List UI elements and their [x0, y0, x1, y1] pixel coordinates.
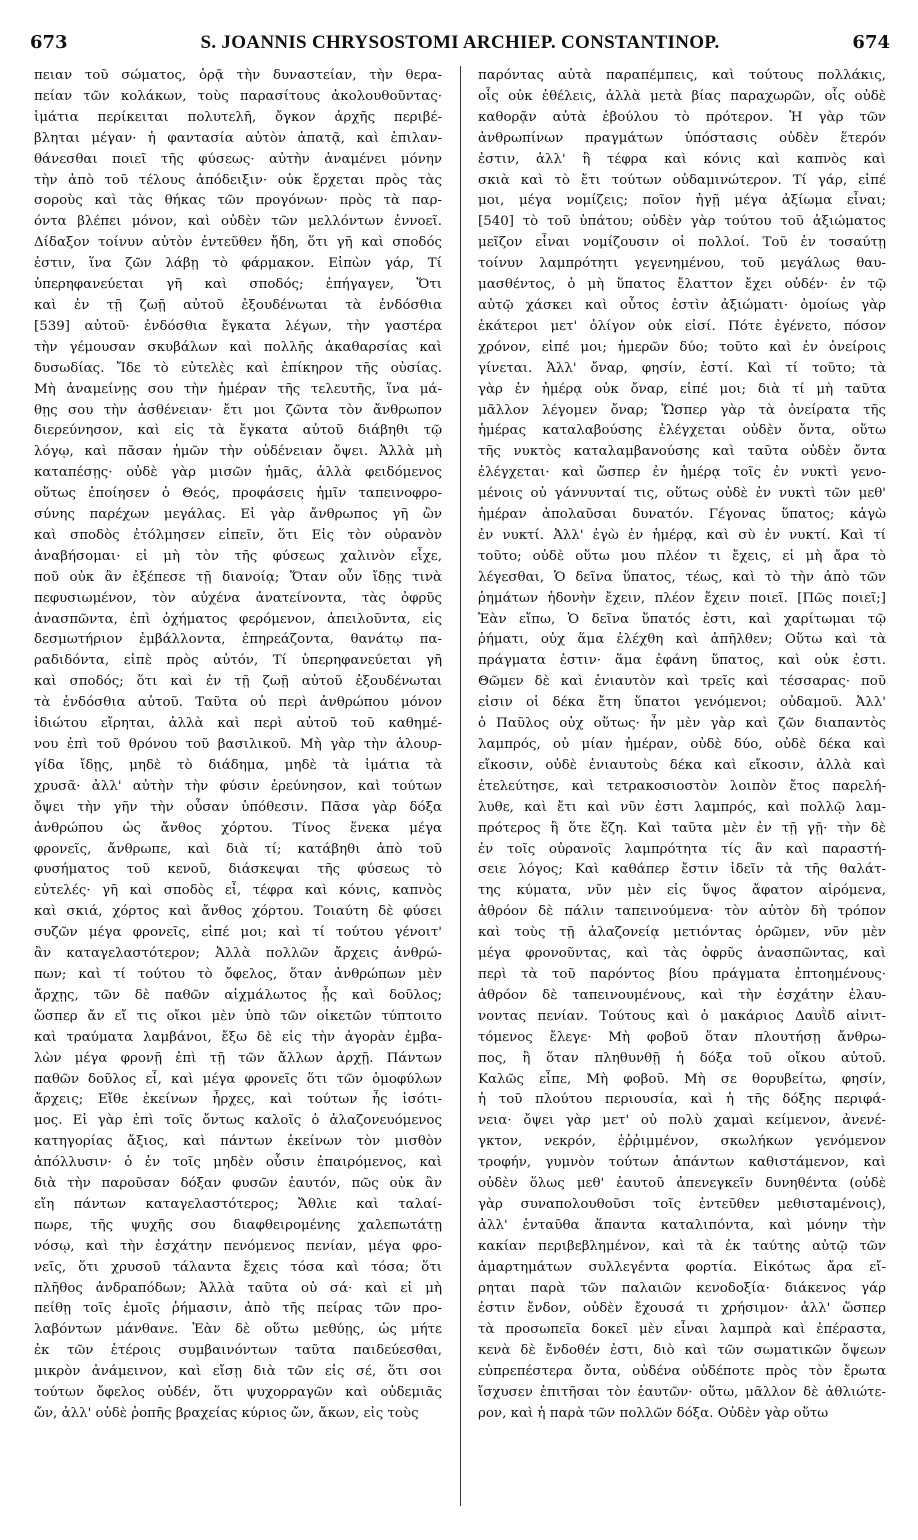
text-line: ἐστιν, ἀλλ' ἢ τέφρα καὶ κόνις καὶ καπνὸς καὶ	[478, 151, 886, 167]
page-header	[30, 28, 890, 56]
text-line: λὼν μέγα φρονῇ ἐπὶ τῇ τῶν ἄλλων ἀρχῇ. Πάντων	[34, 1050, 442, 1066]
text-line: καθορᾷν αὐτὰ ἐβούλου τὸ πρότερον. Ἡ γὰρ τῶν	[478, 109, 886, 125]
text-line: πεφυσιωμένον, τὸν αὐχένα ἀνατείνοντα, τὰς ὀφρῦς	[34, 590, 442, 606]
text-line: ἐστιν, ἵνα ζῶν λάβῃ τὸ φάρμακον. Εἰπὼν γάρ, Τί	[34, 256, 442, 272]
text-line: εἴκοσιν, οὐδὲ ἐνιαυτοὺς δέκα καὶ εἴκοσιν, ἀλλὰ καὶ	[478, 757, 886, 773]
text-line: κενὰ δὲ ἔνδοθέν ἐστι, διὸ καὶ τῶν σωματικῶν ὄψεων	[478, 1343, 886, 1359]
text-line: γίνεται. Ἀλλ' ὄναρ, φησίν, ἐστί. Καὶ τί τοῦτο; τὰ	[478, 360, 886, 376]
text-line: σειε λόγος; Καὶ καθάπερ ἔστιν ἰδεῖν τὰ τῆς θαλάτ-	[478, 862, 886, 878]
text-line: εὐτελές· γῆ καὶ σποδὸς εἶ, τέφρα καὶ κόνις, καπνὸς	[34, 883, 442, 899]
text-line: λόγῳ, καὶ πᾶσαν ἡμῶν τὴν οὐδένειαν ὄψει. Ἀλλὰ μὴ	[34, 444, 442, 460]
text-line: συζῶν μέγα φρονεῖς, εἰπέ μοι; καὶ τί τούτου γένοιτ'	[34, 925, 442, 941]
text-line: [539] αὐτοῦ· ἐνδόσθια ἔγκατα λέγων, τὴν γαστέρα	[34, 318, 442, 334]
text-line: ἀνασπῶντα, ἐπὶ ὀχήματος φερόμενον, ἀπειλοῦντα, εἰς	[34, 611, 442, 627]
text-line: καὶ σποδός; ὅτι καὶ ἐν τῇ ζωῇ αὐτοῦ ἐξουδένωται	[34, 674, 442, 690]
text-line: ὑπερηφανεύεται γῆ καὶ σποδός; ἐπήγαγεν, Ὅτι	[34, 277, 442, 293]
text-line: Δίδαξον τοίνυν αὐτὸν ἐντεῦθεν ἤδη, ὅτι γῆ καὶ σποδός	[34, 235, 442, 251]
text-line: νεῖς, ὅτι χρυσοῦ τάλαντα ἔχεις τόσα καὶ τόσα; ὅτι	[34, 1259, 442, 1275]
text-line: πωρε, τῆς ψυχῆς σου διαφθειρομένης χαλεπωτάτῃ	[34, 1217, 442, 1233]
text-line: νόσῳ, καὶ τὴν ἐσχάτην πενόμενος πενίαν, μέγα φρο-	[34, 1238, 442, 1254]
text-line: νοντας πενίαν. Τούτους καὶ ὁ μακάριος Δαυῒδ αἰνιτ-	[478, 1008, 886, 1024]
text-line: μεῖζον εἶναι νομίζουσιν οἱ πολλοί. Τοῦ ἐν τοσαύτῃ	[478, 235, 886, 251]
text-line: γὰρ συναπολουθοῦσι τοῖς ἐντεῦθεν μεθισταμένοις),	[478, 1196, 886, 1212]
text-line: ἀπόλλυσιν· ὁ ἐν τοῖς μηδὲν οὖσιν ἐπαιρόμενος, καὶ	[34, 1155, 442, 1171]
text-line: μοι, μέγα νομίζεις; ποῖον ἡγῇ μέγα ἀξίωμα εἶναι;	[478, 193, 886, 209]
text-line: πρότερος ἢ ὅτε ἔζη. Καὶ ταῦτα μὲν ἐν τῇ γῇ· τὴν δὲ	[478, 820, 886, 836]
text-line: σοροὺς καὶ τὰς θήκας τῶν προγόνων· πρὸς τὰ παρ-	[34, 193, 442, 209]
text-line: πων; καὶ τί τούτου τὸ ὄφελος, ὅταν ἀνθρώπων μὲν	[34, 966, 442, 982]
text-line: ἱμάτια περίκειται πολυτελῆ, ὄγκον ἀρχῆς περιβέ-	[34, 109, 442, 125]
text-line: ἡμέρας καταλαβούσης ἐλέγχεται οὐδὲν ὄντα, οὕτω	[478, 423, 886, 439]
text-line: κατηγορίας ἄξιος, καὶ πάντων ἐκείνων τὸν μισθὸν	[34, 1134, 442, 1150]
text-line: αὐτῷ χάσκει καὶ οὗτος ἐστὶν ἀξιώματι· ὁμοίως γὰρ	[478, 297, 886, 313]
text-line: Ἐὰν εἴπω, Ὁ δεῖνα ὕπατός ἐστι, καὶ χαρίτωμαι τῷ	[478, 611, 886, 627]
text-line: καὶ σκιά, χόρτος καὶ ἄνθος χόρτου. Τοιαύτη δὲ φύσει	[34, 904, 442, 920]
text-line: σύνης παρέχων μεγάλας. Εἰ γὰρ ἄνθρωπος γῆ ὢν	[34, 507, 442, 523]
text-line: γκτον, νεκρόν, ἐῤῥιμμένον, σκωλήκων γενόμενον	[478, 1134, 886, 1150]
text-line: νεια· ὄψει γὰρ μετ' οὐ πολὺ χαμαὶ κείμενον, ἀνενέ-	[478, 1113, 886, 1129]
text-line: καὶ ἐν τῇ ζωῇ αὐτοῦ ἐξουδένωται τὰ ἐνδόσθια	[34, 297, 442, 313]
text-line: τὴν ἀπὸ τοῦ τέλους ἀπόδειξιν· οὐκ ἔρχεται πρὸς τὰς	[34, 172, 442, 188]
text-line: λέγεσθαι, Ὁ δεῖνα ὕπατος, τέως, καὶ τὸ τὴν ἀπὸ τῶν	[478, 569, 886, 585]
text-line: καταπέσῃς· οὐδὲ γὰρ μισῶν ἡμᾶς, ἀλλὰ φειδόμενος	[34, 465, 442, 481]
text-line: ἡμέραν ἀπολαῦσαι δυνατόν. Γέγονας ὕπατος; κἀγὼ	[478, 507, 886, 523]
text-line: τόμενος ἔλεγε· Μὴ φοβοῦ ὅταν πλουτήσῃ ἄνθρω-	[478, 1029, 886, 1045]
text-line: μασθέντος, ὁ μὴ ὕπατος ἔλαττον ἔχει οὐδέν· ἐν τῷ	[478, 277, 886, 293]
text-line: ἐτελεύτησε, καὶ τετρακοσιοστὸν λοιπὸν ἔτος παρελή-	[478, 778, 886, 794]
text-line: ἀνθρώπου ὡς ἄνθος χόρτου. Τίνος ἕνεκα μέγα	[34, 820, 442, 836]
text-line: μικρὸν ἀνάμεινον, καὶ εἴσῃ διὰ τῶν εἰς σέ, ὅτι σοι	[34, 1364, 442, 1380]
text-line: λυθε, καὶ ἔτι καὶ νῦν ἐστι λαμπρός, καὶ πολλῷ λαμ-	[478, 799, 886, 815]
text-line: τὰ προσωπεῖα δοκεῖ μὲν εἶναι λαμπρὰ καὶ ἐπέραστα,	[478, 1322, 886, 1338]
text-line: διὰ τὴν παροῦσαν δόξαν φυσῶν ἑαυτόν, πῶς οὐκ ἂν	[34, 1176, 442, 1192]
text-line: ἐν τοῖς οὐρανοῖς λαμπρότητα τίς ἂν καὶ παραστή-	[478, 841, 886, 857]
text-line: χρόνον, εἰπέ μοι; ἡμερῶν δύο; τοῦτο καὶ ἐν ὀνείροις	[478, 339, 886, 355]
text-line: ἰδιώτου εἴρηται, ἀλλὰ καὶ περὶ αὐτοῦ τοῦ καθημέ-	[34, 716, 442, 732]
text-line: καὶ τραύματα λαμβάνοι, ἔξω δὲ εἰς τὴν ἀγορὰν ἐμβα-	[34, 1029, 442, 1045]
text-line: καὶ τοὺς τῇ ἀλαζονείᾳ μετιόντας ὁρῶμεν, νῦν μὲν	[478, 925, 886, 941]
text-line: ὄψει τὴν γῆν τὴν οὖσαν ὑπόθεσιν. Πᾶσα γὰρ δόξα	[34, 799, 442, 815]
right-text-column	[478, 66, 886, 1425]
text-line: πος, ἢ ὅταν πληθυνθῇ ἡ δόξα τοῦ οἴκου αὐτοῦ.	[478, 1050, 886, 1066]
text-line: ραδιδόντα, εἰπὲ πρὸς αὐτόν, Τί ὑπερηφανεύεται γῆ	[34, 653, 442, 669]
text-line: ῥημάτων ἡδονὴν ἔχειν, πλέον ἔχειν ποιεῖ. [Πῶς ποιεῖ;]	[478, 590, 886, 606]
text-line: Μὴ ἀναμείνῃς σου τὴν ἡμέραν τῆς τελευτῆς, ἵνα μά-	[34, 381, 442, 397]
text-line: τοίνυν λαμπρότητι γεγενημένου, τοῦ μεγάλως θαυ-	[478, 256, 886, 272]
text-line: πειαν τοῦ σώματος, ὁρᾷ τὴν δυναστείαν, τὴν θερα-	[34, 68, 442, 83]
text-line: μένοις οὐ γάννυνταί τις, οὕτως οὐδὲ ἐν νυκτὶ τῶν μεθ'	[478, 486, 886, 502]
text-line: ῥήματι, οὐχ ἅμα ἐλέχθη καὶ ἀπῆλθεν; Οὕτω καὶ τὰ	[478, 632, 886, 648]
text-line: Θῶμεν δὲ καὶ ἐνιαυτὸν καὶ τρεῖς καὶ τέσσαρας· ποῦ	[478, 674, 886, 690]
text-line: ἄρχεις; Εἴθε ἐκείνων ἦρχες, καὶ τούτων ἦς ἰσότι-	[34, 1092, 442, 1108]
column-divider	[460, 66, 461, 1506]
text-line: της κύματα, νῦν μὲν εἰς ὕψος ἄφατον αἰρόμενα,	[478, 883, 886, 899]
text-line: ἂν καταγελαστότερον; Ἀλλὰ πολλῶν ἄρχεις ἀνθρώ-	[34, 946, 442, 962]
text-line: όντα βλέπει μόνον, καὶ οὐδὲν τῶν μελλόντων ἐννοεῖ.	[34, 214, 442, 230]
text-line: πλῆθος ἀνδραπόδων; Ἀλλὰ ταῦτα οὐ σά· καὶ εἰ μὴ	[34, 1280, 442, 1296]
text-line: οἷς οὐκ ἐθέλεις, ἀλλὰ μετὰ βίας παραχωρῶν, οἷς οὐδὲ	[478, 88, 886, 104]
text-line: μος. Εἰ γὰρ ἐπὶ τοῖς ὄντως καλοῖς ὁ ἀλαζονευόμενος	[34, 1113, 442, 1129]
text-line: πείθῃ τοῖς ἐμοῖς ῥήμασιν, ἀπὸ τῆς πείρας τῶν προ-	[34, 1301, 442, 1317]
text-line: ἐλέγχεται· καὶ ὥσπερ ἐν ἡμέρᾳ τοῖς ἐν νυκτὶ γενο-	[478, 465, 886, 481]
text-line: θῃς σου τὴν ἀσθένειαν· ἔτι μοι ζῶντα τὸν ἄνθρωπον	[34, 402, 442, 418]
text-line: πράγματα ἐστιν· ἅμα ἐφάνη ὕπατος, καὶ οὐκ ἐστι.	[478, 653, 886, 669]
text-line: ὥσπερ ἄν εἴ τις οἴκοι μὲν ὑπὸ τῶν οἰκετῶν τύπτοιτο	[34, 1008, 442, 1024]
text-line: ἐν νυκτί. Ἀλλ' ἐγὼ ἐν ἡμέρᾳ, καὶ σὺ ἐν νυκτί. Καὶ τί	[478, 527, 886, 543]
text-line: ποῦ οὐκ ἂν ἐξέπεσε τῇ διανοίᾳ; Ὅταν οὖν ἴδῃς τινὰ	[34, 569, 442, 585]
text-line: νου ἐπὶ τοῦ θρόνου τοῦ βασιλικοῦ. Μὴ γὰρ τὴν ἁλουρ-	[34, 737, 442, 752]
text-line: περὶ τὰ τοῦ παρόντος βίου πράγματα ἐπτοημένους·	[478, 966, 886, 982]
text-line: φυσήματος τοῦ κενοῦ, διάσκεψαι τῆς φύσεως τὸ	[34, 862, 442, 878]
page-number-right: 674	[852, 32, 890, 53]
text-line: ἡ τοῦ πλούτου περιουσία, καὶ ἡ τῆς δόξης περιφά-	[478, 1092, 886, 1108]
text-line: οὕτως ἐποίησεν ὁ Θεός, προφάσεις ἡμῖν ταπεινοφρο-	[34, 486, 442, 502]
text-line: ἐκ τῶν ἑτέροις συμβαινόντων ταῦτα παιδεύεσθαι,	[34, 1343, 442, 1359]
text-line: ρον, καὶ ἡ παρὰ τῶν πολλῶν δόξα. Οὐδὲν γὰρ οὕτω	[478, 1406, 829, 1421]
text-line: ὤν, ἀλλ' οὐδὲ ῥοπῆς βραχείας κύριος ὤν, ἄκων, εἰς τοὺς	[34, 1406, 419, 1421]
text-line: ἀνθρωπίνων πραγμάτων ὑπόστασις οὐδὲν ἕτερόν	[478, 130, 886, 146]
text-line: εἴη πάντων καταγελαστότερος; Ἄθλιε καὶ ταλαί-	[34, 1196, 442, 1212]
text-line: δεσμωτήριον ἐμβάλλοντα, ἐπηρεάζοντα, θανάτῳ πα-	[34, 632, 442, 648]
text-line: πείαν τῶν κολάκων, τοὺς παρασίτους ἀκολουθοῦντας·	[34, 88, 442, 104]
text-line: τὰ ἐνδόσθια αὐτοῦ. Ταῦτα οὐ περὶ ἀνθρώπου μόνον	[34, 695, 442, 711]
text-line: ὁ Παῦλος οὐχ οὕτως· ἦν μὲν γὰρ καὶ ζῶν διαπαντὸς	[478, 716, 886, 732]
text-line: τοῦτο; οὐδὲ οὕτω μου πλέον τι ἔχεις, εἰ μὴ ἄρα τὸ	[478, 548, 886, 564]
text-line: ἀναβήσομαι· εἰ μὴ τὸν τῆς φύσεως χαλινὸν εἶχε,	[34, 548, 442, 564]
text-line: χρυσᾶ· ἀλλ' αὐτὴν τὴν φύσιν ἐρεύνησον, καὶ τούτων	[34, 778, 442, 794]
text-line: βληται μέγαν· ἡ φαντασία αὐτὸν ἀπατᾷ, καὶ ἐπιλαν-	[34, 130, 442, 146]
text-line: γὰρ ἐν ἡμέρᾳ οὐκ ὄναρ, εἰπέ μοι; διὰ τί μὴ ταῦτα	[478, 381, 886, 397]
text-line: λαβόντων μάνθανε. Ἐὰν δὲ οὕτω μεθύῃς, ὡς μήτε	[34, 1322, 442, 1338]
left-text-column	[34, 66, 442, 1425]
text-line: λαμπρός, οὐ μίαν ἡμέραν, οὐδὲ δύο, οὐδὲ δέκα καὶ	[478, 737, 886, 752]
text-line: ἴσχυσεν ἐπιτῆσαι τὸν ἑαυτῶν· οὕτω, μᾶλλον δὲ ἀθλιώτε-	[478, 1385, 886, 1401]
text-line: ἀθρόον δὲ ταπεινουμένους, καὶ τὴν ἐσχάτην ἐλαυ-	[478, 987, 886, 1003]
text-line: θάνεσθαι ποιεῖ τῆς φύσεως· αὐτὴν ἀναμένει μόνην	[34, 151, 442, 167]
text-line: ἁμαρτημάτων συλλεγέντα φορτία. Εἰκότως ἄρα εἴ-	[478, 1259, 886, 1275]
text-line: οὐδὲν ὅλως μεθ' ἑαυτοῦ ἀπενεγκεῖν δυνηθέντα (οὐδὲ	[478, 1176, 886, 1192]
text-line: μᾶλλον λέγομεν ὄναρ; Ὥσπερ γὰρ τὰ ὀνείρατα τῆς	[478, 402, 886, 418]
text-line: ἑκάτεροι μετ' ὀλίγον οὐκ εἰσί. Πότε ἐγένετο, πόσον	[478, 318, 886, 334]
text-line: παθῶν δοῦλος εἶ, καὶ μέγα φρονεῖς ὅτι τῶν ὁμοφύλων	[34, 1071, 442, 1087]
text-line: εὐπρεπέστερα ὄντα, οὐδένα οὐδέποτε πρὸς τὸν ἔρωτα	[478, 1364, 886, 1380]
text-line: διερεύνησον, καὶ εἰς τὰ ἔγκατα αὐτοῦ διάβηθι τῷ	[34, 423, 442, 439]
text-line: ἀλλ' ἐνταῦθα ἅπαντα καταλιπόντα, καὶ μόνην τὴν	[478, 1217, 886, 1233]
text-line: τούτων ὄφελος οὐδέν, ὅτι ψυχορραγῶν καὶ οὐδεμιᾶς	[34, 1385, 442, 1401]
text-line: παρόντας αὐτὰ παραπέμπεις, καὶ τούτους πολλάκις,	[478, 68, 886, 83]
text-line: τροφήν, γυμνὸν τούτων ἁπάντων καθιστάμενον, καὶ	[478, 1155, 886, 1171]
text-line: ἀθρόον δὲ πάλιν ταπεινούμενα· τὸν αὐτὸν δὴ τρόπον	[478, 904, 886, 920]
text-line: ρηται παρὰ τῶν παλαιῶν κενοδοξία· διάκενος γάρ	[478, 1280, 886, 1296]
text-line: καὶ σποδὸς ἐτόλμησεν εἰπεῖν, ὅτι Εἰς τὸν οὐρανὸν	[34, 527, 442, 543]
text-line: Καλῶς εἶπε, Μὴ φοβοῦ. Μὴ σε θορυβείτω, φησίν,	[478, 1071, 886, 1087]
text-line: [540] τὸ τοῦ ὑπάτου; οὐδὲν γὰρ τούτου τοῦ ἀξιώματος	[478, 214, 886, 230]
text-line: σκιὰ καὶ τὸ ἔτι τούτων οὐδαμινώτερον. Τί γάρ, εἰπέ	[478, 172, 886, 188]
text-line: τῆς νυκτὸς καταλαμβανούσης καὶ ταῦτα οὐδὲν ὄντα	[478, 444, 886, 460]
text-line: τὴν γέμουσαν σκυβάλων καὶ πολλῆς ἀκαθαρσίας καὶ	[34, 339, 442, 355]
text-line: ἐστιν ἔνδον, οὐδὲν ἔχουσά τι χρήσιμον· ἀλλ' ὥσπερ	[478, 1301, 886, 1317]
text-line: εἰσιν οἱ δέκα ἔτη ὕπατοι γενόμενοι; οὐδαμοῦ. Ἀλλ'	[478, 695, 886, 711]
text-line: ἄρχῃς, τῶν δὲ παθῶν αἰχμάλωτος ᾖς καὶ δοῦλος;	[34, 987, 442, 1003]
running-title: S. JOANNIS CHRYSOSTOMI ARCHIEP. CONSTANTINOP.	[200, 32, 720, 53]
text-line: μέγα φρονοῦντας, καὶ τὰς ὀφρῦς ἀνασπῶντας, καὶ	[478, 946, 886, 962]
page-number-left: 673	[30, 32, 68, 53]
text-line: φρονεῖς, ἄνθρωπε, καὶ διὰ τί; κατάβηθι ἀπὸ τοῦ	[34, 841, 442, 857]
text-line: κακίαν περιβεβλημένον, καὶ τὰ ἐκ ταύτης αὐτῷ τῶν	[478, 1238, 886, 1254]
text-line: γίδα ἴδῃς, μηδὲ τὸ διάδημα, μηδὲ τὰ ἱμάτια τὰ	[34, 757, 442, 773]
text-line: δυσωδίας. Ἴδε τὸ εὐτελὲς καὶ ἐπίκηρον τῆς οὐσίας.	[34, 360, 442, 376]
